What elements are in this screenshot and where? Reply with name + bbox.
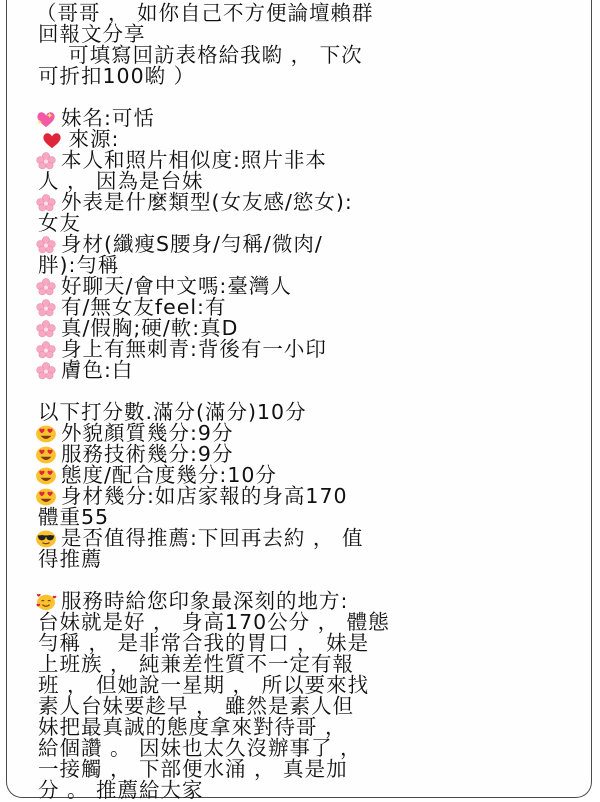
score-figure: 身材幾分:如店家報的身高170 [61,484,348,508]
score-recommend: 是否值得推薦:下回再去約 ， 值 [61,526,364,550]
impression-row [38,591,586,612]
score-attitude: 態度/配合度幾分:10分 [61,463,277,487]
smiling-face-with-hearts-icon [35,593,57,611]
cherry-blossom-icon [35,278,57,296]
profile-type-cont: 女友 [38,211,81,235]
heart-eyes-face-icon [35,488,57,506]
impression-heading: 服務時給您印象最深刻的地方: [61,589,349,613]
profile-source-row [38,129,586,150]
score-service: 服務技術幾分:9分 [61,442,234,466]
sparkling-heart-icon [35,110,57,128]
cherry-blossom-icon [35,236,57,254]
profile-breast-row [38,318,586,339]
message-text [38,3,586,801]
profile-body-cont: 胖):勻稱 [38,253,120,277]
impression-line: 給個讚 。 因妹也太久沒辦事了 ， [38,736,362,760]
profile-similarity-row [38,150,586,171]
intro-line: 可折扣100喲 ） [38,64,196,88]
intro-line: 可填寫回訪表格給我喲 ， 下次 [38,43,363,67]
profile-tattoo: 身上有無刺青:背後有一小印 [61,337,327,361]
profile-body-row [38,234,586,255]
score-service-row [38,444,586,465]
score-figure-row [38,486,586,507]
impression-line: 素人台妹要趁早 ， 雖然是素人但 [38,694,355,718]
score-looks: 外貌顏質幾分:9分 [61,421,234,445]
profile-gf: 有/無女友feel:有 [61,295,227,319]
profile-name-row [38,108,586,129]
profile-body: 身材(纖瘦S腰身/勻稱/微肉/ [61,232,323,256]
score-figure-cont: 體重55 [38,505,110,529]
sunglasses-face-icon [35,530,57,548]
profile-gf-row [38,297,586,318]
heart-eyes-face-icon [35,467,57,485]
scores-header: 以下打分數.滿分(滿分)10分 [38,400,307,424]
score-attitude-row [38,465,586,486]
impression-line: 分 。 推薦給大家 [38,778,204,802]
cherry-blossom-icon [35,320,57,338]
intro-line: 回報文分享 [38,22,146,46]
profile-source: 來源: [61,127,120,151]
impression-line: 台妹就是好 ， 身高170公分 ， 體態 [38,610,390,634]
score-recommend-row [38,528,586,549]
profile-chat: 好聊天/會中文嗎:臺灣人 [61,274,292,298]
profile-similarity: 本人和照片相似度:照片非本 [61,148,327,172]
cherry-blossom-icon [35,362,57,380]
heart-eyes-face-icon [35,425,57,443]
heart-eyes-face-icon [35,446,57,464]
cherry-blossom-icon [35,194,57,212]
red-heart-icon [41,131,63,149]
score-looks-row [38,423,586,444]
profile-name: 妹名:可恬 [61,106,155,130]
impression-line: 勻稱 ， 是非常合我的胃口 ， 妹是 [38,631,370,655]
impression-line: 一接觸 ， 下部便水涌 ， 真是加 [38,757,348,781]
profile-similarity-cont: 人 ， 因為是台妹 [38,169,204,193]
profile-chat-row [38,276,586,297]
profile-tattoo-row [38,339,586,360]
profile-skin: 膚色:白 [61,358,134,382]
profile-breast: 真/假胸;硬/軟:真D [61,316,239,340]
impression-line: 班 ， 但她說一星期 ， 所以要來找 [38,673,370,697]
impression-line: 妹把最真誠的態度拿來對待哥 ， [38,715,347,739]
score-recommend-cont: 得推薦 [38,547,103,571]
cherry-blossom-icon [35,341,57,359]
profile-type: 外表是什麼類型(女友感/慾女): [61,190,353,214]
cherry-blossom-icon [35,299,57,317]
impression-line: 上班族 ， 純兼差性質不一定有報 [38,652,355,676]
cherry-blossom-icon [35,152,57,170]
profile-skin-row [38,360,586,381]
profile-type-row [38,192,586,213]
intro-line: （哥哥 ， 如你自己不方便論壇賴群 [36,1,374,25]
